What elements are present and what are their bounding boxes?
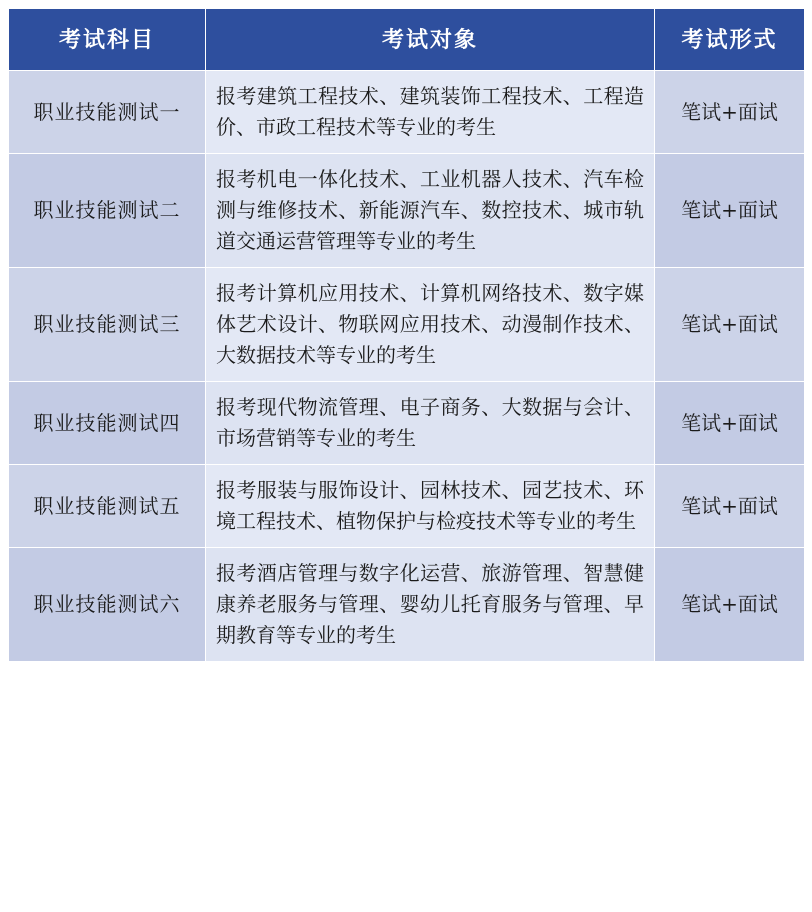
column-header-audience: 考试对象 [206,9,655,71]
cell-format: 笔试+面试 [655,382,805,465]
table-header [9,9,805,71]
cell-format: 笔试+面试 [655,71,805,154]
cell-subject: 职业技能测试五 [9,465,206,548]
table-row [9,548,805,662]
cell-subject: 职业技能测试三 [9,268,206,382]
table-row [9,382,805,465]
table-row [9,71,805,154]
cell-audience: 报考计算机应用技术、计算机网络技术、数字媒体艺术设计、物联网应用技术、动漫制作技术、大数据技术等专业的考生 [206,268,655,382]
column-header-format: 考试形式 [655,9,805,71]
table-body [9,71,805,662]
cell-subject: 职业技能测试二 [9,154,206,268]
cell-audience: 报考酒店管理与数字化运营、旅游管理、智慧健康养老服务与管理、婴幼儿托育服务与管理、早期教育等专业的考生 [206,548,655,662]
cell-audience: 报考现代物流管理、电子商务、大数据与会计、市场营销等专业的考生 [206,382,655,465]
cell-format: 笔试+面试 [655,268,805,382]
cell-audience: 报考机电一体化技术、工业机器人技术、汽车检测与维修技术、新能源汽车、数控技术、城市轨道交通运营管理等专业的考生 [206,154,655,268]
table-row [9,154,805,268]
table-row [9,268,805,382]
column-header-subject: 考试科目 [9,9,206,71]
table-header-row [9,9,805,71]
exam-subjects-table [8,8,805,662]
cell-subject: 职业技能测试四 [9,382,206,465]
cell-subject: 职业技能测试一 [9,71,206,154]
cell-format: 笔试+面试 [655,154,805,268]
cell-subject: 职业技能测试六 [9,548,206,662]
table-row [9,465,805,548]
cell-audience: 报考服装与服饰设计、园林技术、园艺技术、环境工程技术、植物保护与检疫技术等专业的考生 [206,465,655,548]
cell-format: 笔试+面试 [655,465,805,548]
cell-audience: 报考建筑工程技术、建筑装饰工程技术、工程造价、市政工程技术等专业的考生 [206,71,655,154]
cell-format: 笔试+面试 [655,548,805,662]
